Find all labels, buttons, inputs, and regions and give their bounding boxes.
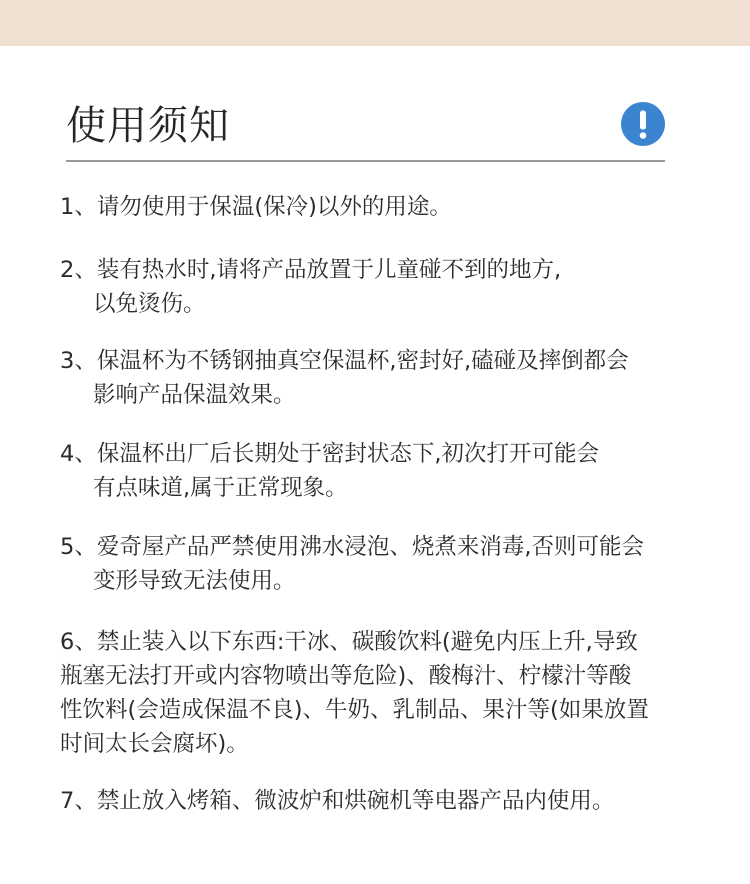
notice-line: 6、禁止装入以下东西:干冰、碳酸饮料(避免内压上升,导致 — [60, 629, 638, 655]
notice-line: 影响产品保温效果。 — [93, 382, 296, 408]
notice-line: 有点味道,属于正常现象。 — [93, 475, 348, 501]
notice-item — [60, 625, 720, 761]
notice-line: 1、请勿使用于保温(保冷)以外的用途。 — [60, 194, 452, 220]
notice-item — [60, 253, 720, 321]
top-decorative-band — [0, 0, 750, 46]
notice-line: 瓶塞无法打开或内容物喷出等危险)、酸梅汁、柠檬汁等酸 — [60, 663, 632, 689]
exclamation-circle-icon — [621, 102, 665, 146]
notice-item — [60, 530, 720, 598]
notice-line: 以免烫伤。 — [93, 291, 206, 317]
title-divider — [66, 160, 665, 162]
notice-line: 3、保温杯为不锈钢抽真空保温杯,密封好,磕碰及摔倒都会 — [60, 348, 629, 374]
notice-line: 2、装有热水时,请将产品放置于儿童碰不到的地方, — [60, 257, 562, 283]
notice-line: 时间太长会腐坏)。 — [60, 731, 249, 757]
notice-line: 4、保温杯出厂后长期处于密封状态下,初次打开可能会 — [60, 441, 599, 467]
notice-line: 变形导致无法使用。 — [93, 568, 296, 594]
notice-item — [60, 784, 720, 818]
notice-line: 7、禁止放入烤箱、微波炉和烘碗机等电器产品内使用。 — [60, 788, 615, 814]
notice-line: 性饮料(会造成保温不良)、牛奶、乳制品、果汁等(如果放置 — [60, 697, 649, 723]
notice-item — [60, 344, 720, 412]
page-title: 使用须知 — [66, 103, 230, 149]
notice-item — [60, 437, 720, 505]
notice-item — [60, 190, 720, 224]
notice-line: 5、爱奇屋产品严禁使用沸水浸泡、烧煮来消毒,否则可能会 — [60, 534, 644, 560]
